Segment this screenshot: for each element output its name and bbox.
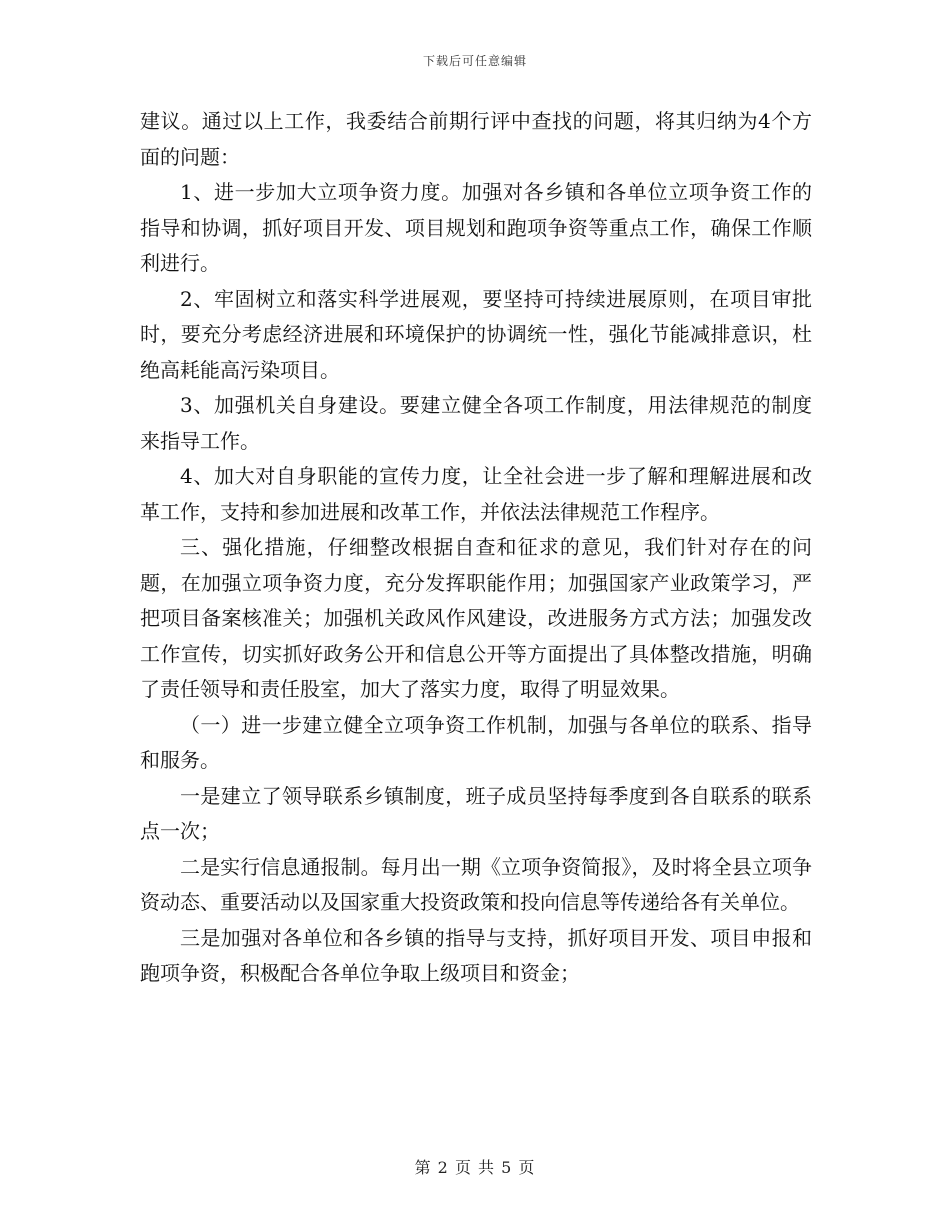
- paragraph-subsection-1: （一）进一步建立健全立项争资工作机制，加强与各单位的联系、指导和服务。: [140, 712, 812, 772]
- paragraph-item-4: 4、加大对自身职能的宣传力度，让全社会进一步了解和理解进展和改革工作，支持和参加进展和改革工作，并依法法律规范工作程序。: [140, 464, 812, 524]
- page-header: 下载后可任意编辑: [422, 54, 527, 68]
- paragraph-point-3: 三是加强对各单位和各乡镇的指导与支持，抓好项目开发、项目申报和跑项争资，积极配合各单位争取上级项目和资金；: [140, 925, 812, 985]
- paragraph-point-1: 一是建立了领导联系乡镇制度，班子成员坚持每季度到各自联系的联系点一次；: [140, 783, 812, 843]
- paragraph-item-3: 3、加强机关自身建设。要建立健全各项工作制度，用法律规范的制度来指导工作。: [140, 393, 812, 453]
- document-body: [140, 104, 812, 992]
- paragraph-section-3: 三、强化措施，仔细整改根据自查和征求的意见，我们针对存在的问题，在加强立项争资力度，充分发挥职能作用；加强国家产业政策学习，严把项目备案核准关；加强机关政风作风建设，改进服务方式方法；加强发改工作宣传，切实抓好政务公开和信息公开等方面提出了具体整改措施，明确了责任领导和责任股室，加大了落实力度，取得了明显效果。: [140, 535, 812, 701]
- page-number: 第 2 页 共 5 页: [414, 1158, 536, 1177]
- paragraph-point-2: 二是实行信息通报制。每月出一期《立项争资简报》，及时将全县立项争资动态、重要活动以及国家重大投资政策和投向信息等传递给各有关单位。: [140, 854, 812, 914]
- paragraph-item-2: 2、牢固树立和落实科学进展观，要坚持可持续进展原则，在项目审批时，要充分考虑经济进展和环境保护的协调统一性，强化节能减排意识，杜绝高耗能高污染项目。: [140, 286, 812, 382]
- paragraph-intro: 建议。通过以上工作，我委结合前期行评中查找的问题，将其归纳为4个方面的问题：: [140, 109, 812, 169]
- paragraph-item-1: 1、进一步加大立项争资力度。加强对各乡镇和各单位立项争资工作的指导和协调，抓好项目开发、项目规划和跑项争资等重点工作，确保工作顺利进行。: [140, 180, 812, 275]
